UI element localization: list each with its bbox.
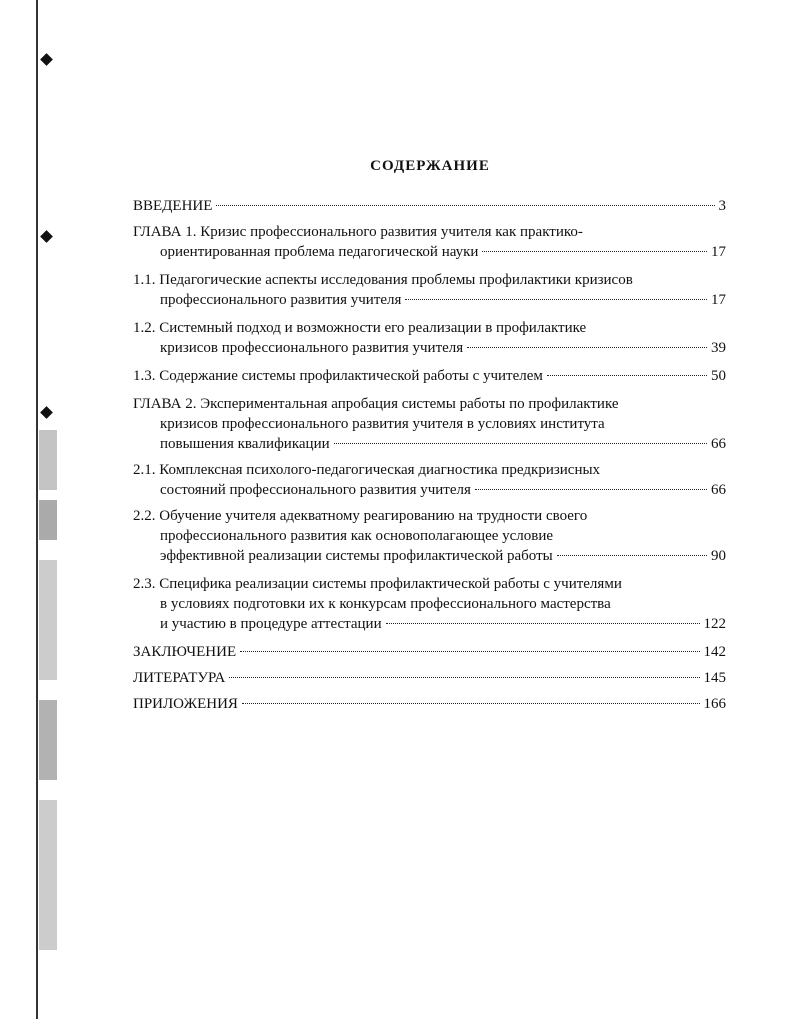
- toc-entry: [133, 366, 726, 386]
- toc-entry: [133, 506, 726, 566]
- toc-page-number: 66: [711, 482, 726, 498]
- dot-leader: [229, 677, 699, 678]
- toc-entry: [133, 668, 726, 688]
- toc-entry-line: 1.2. Системный подход и возможности его реализации в профилактике: [133, 320, 587, 336]
- toc-entry-row: [133, 642, 726, 662]
- toc-page-number: 90: [711, 548, 726, 564]
- dot-leader: [242, 703, 700, 704]
- toc-entry-label: и участию в процедуре аттестации: [160, 616, 382, 632]
- dot-leader: [482, 251, 707, 252]
- toc-page-number: 17: [711, 292, 726, 308]
- toc-page-number: 3: [718, 198, 726, 214]
- toc-entry-line: в условиях подготовки их к конкурсам профессионального мастерства: [160, 596, 611, 612]
- toc-entry: [133, 222, 726, 262]
- toc-entry-line: ГЛАВА 1. Кризис профессионального развития учителя как практико-: [133, 224, 583, 240]
- dot-leader: [386, 623, 700, 624]
- toc-page-number: 17: [711, 244, 726, 260]
- toc-entry-label: профессионального развития учителя: [160, 292, 402, 308]
- toc-entry-line: 2.3. Специфика реализации системы профилактической работы с учителями: [133, 576, 622, 592]
- toc-page-number: 39: [711, 340, 726, 356]
- toc-page-number: 66: [711, 436, 726, 452]
- scan-binding-edge: [36, 0, 62, 1019]
- toc-entry-row: [133, 480, 726, 500]
- toc-entry-row: [133, 338, 726, 358]
- toc-entry-label: ПРИЛОЖЕНИЯ: [133, 696, 238, 712]
- toc-entry-label: повышения квалификации: [160, 436, 330, 452]
- toc-entry-row: [133, 614, 726, 634]
- dot-leader: [405, 299, 707, 300]
- toc-entry-label: ориентированная проблема педагогической науки: [160, 244, 479, 260]
- toc-entry: [133, 574, 726, 634]
- toc-entry-line: 2.1. Комплексная психолого-педагогическая диагностика предкризисных: [133, 462, 601, 478]
- toc-entry-row: [133, 196, 726, 216]
- toc-entry-label: кризисов профессионального развития учителя: [160, 340, 464, 356]
- toc-entry-row: [133, 366, 726, 386]
- toc-entry: [133, 196, 726, 216]
- toc-page-number: 145: [703, 670, 726, 686]
- toc-entry-row: [133, 242, 726, 262]
- toc-page-number: 50: [711, 368, 726, 384]
- dot-leader: [240, 651, 699, 652]
- toc-entry-row: [133, 694, 726, 714]
- dot-leader: [467, 347, 707, 348]
- toc-page-number: 122: [703, 616, 726, 632]
- toc-entry-label: ВВЕДЕНИЕ: [133, 198, 213, 214]
- toc-entry: [133, 694, 726, 714]
- dot-leader: [334, 443, 707, 444]
- toc-entry-line: 2.2. Обучение учителя адекватному реагированию на трудности своего: [133, 508, 588, 524]
- toc-entry-label: эффективной реализации системы профилактической работы: [160, 548, 553, 564]
- toc-entry-label: состояний профессионального развития учителя: [160, 482, 471, 498]
- toc-entry-line: кризисов профессионального развития учителя в условиях института: [160, 416, 605, 432]
- toc-entry: [133, 318, 726, 358]
- dot-leader: [475, 489, 707, 490]
- toc-entry-line: 1.1. Педагогические аспекты исследования проблемы профилактики кризисов: [133, 272, 633, 288]
- toc-entry-row: [133, 434, 726, 454]
- toc-entry-label: 1.3. Содержание системы профилактической работы с учителем: [133, 368, 543, 384]
- toc-entry: [133, 460, 726, 500]
- toc-entry: [133, 270, 726, 310]
- dot-leader: [216, 205, 714, 206]
- toc-entry-label: ЗАКЛЮЧЕНИЕ: [133, 644, 237, 660]
- toc-entry-line: ГЛАВА 2. Экспериментальная апробация системы работы по профилактике: [133, 396, 619, 412]
- toc-entry-row: [133, 546, 726, 566]
- toc-entry-label: ЛИТЕРАТУРА: [133, 670, 226, 686]
- page-title: СОДЕРЖАНИЕ: [370, 158, 490, 174]
- toc-page-number: 166: [703, 696, 726, 712]
- dot-leader: [557, 555, 707, 556]
- toc-entry-row: [133, 290, 726, 310]
- toc-entry-line: профессионального развития как основополагающее условие: [160, 528, 554, 544]
- toc-entry: [133, 394, 726, 454]
- toc-page-number: 142: [703, 644, 726, 660]
- toc-entry-row: [133, 668, 726, 688]
- toc-entry: [133, 642, 726, 662]
- table-of-contents: [133, 196, 726, 714]
- dot-leader: [547, 375, 707, 376]
